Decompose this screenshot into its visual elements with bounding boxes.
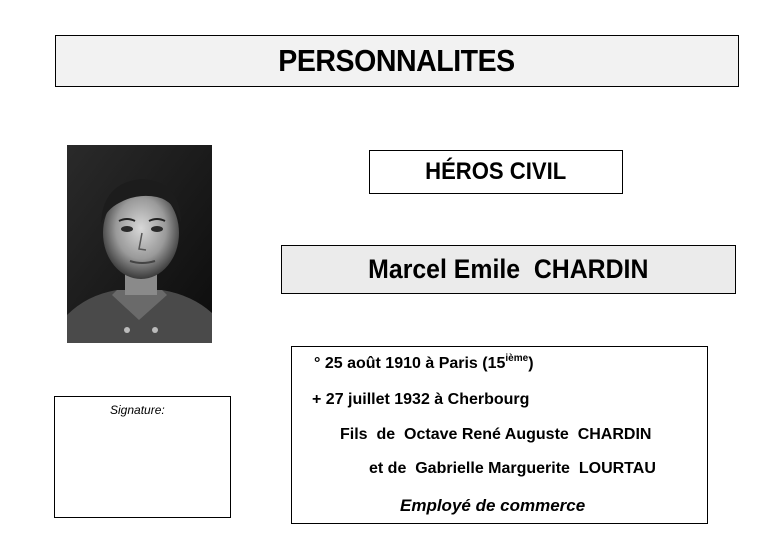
role-box — [369, 150, 623, 194]
name-box — [281, 245, 736, 294]
profession-line: Employé de commerce — [400, 496, 586, 515]
birth-text: ° 25 août 1910 à Paris (15 — [314, 355, 506, 372]
person-name: Marcel Emile CHARDIN — [368, 254, 649, 284]
details-box — [291, 346, 708, 524]
page-title: PERSONNALITES — [278, 43, 516, 78]
birth-close: ) — [528, 355, 534, 372]
father-line: Fils de Octave René Auguste CHARDIN — [340, 426, 652, 443]
role-label: HÉROS CIVIL — [425, 158, 567, 185]
page-title-box — [55, 35, 739, 87]
portrait-photo — [67, 145, 212, 343]
birth-line — [314, 353, 534, 373]
signature-box — [54, 396, 231, 518]
death-line: + 27 juillet 1932 à Cherbourg — [312, 391, 530, 408]
signature-label: Signature: — [110, 403, 165, 417]
birth-arrondissement-suffix: ième — [505, 353, 529, 364]
mother-line: et de Gabrielle Marguerite LOURTAU — [369, 460, 656, 477]
